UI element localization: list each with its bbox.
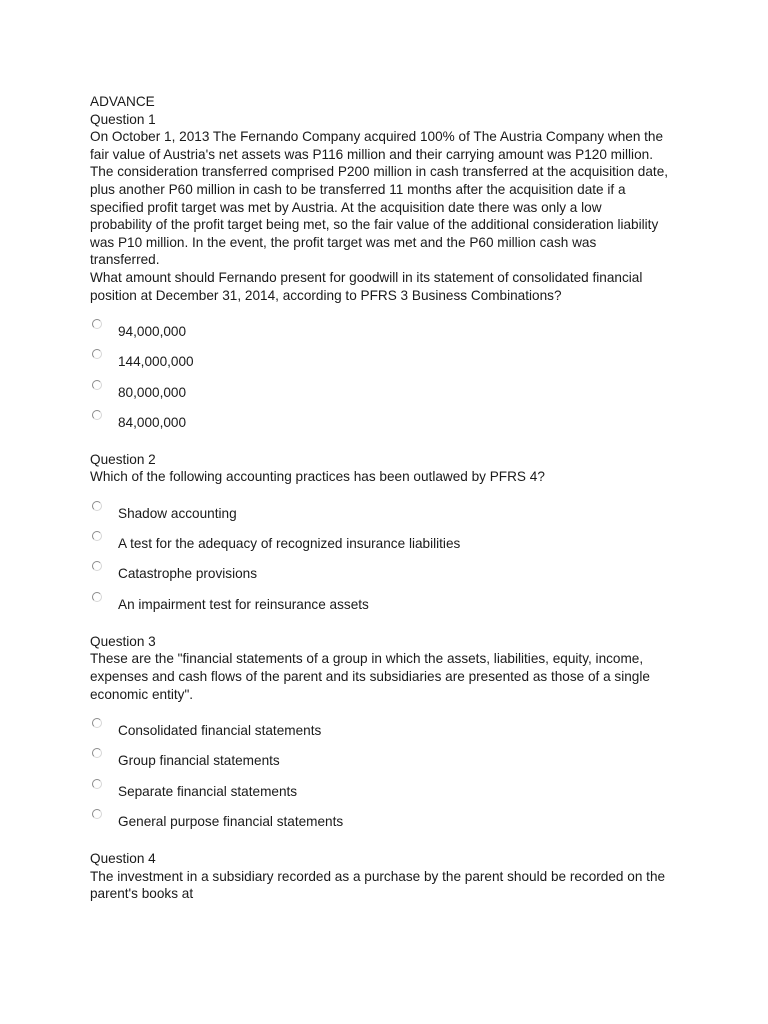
- answer-option[interactable]: [90, 709, 690, 739]
- question-text: Which of the following accounting practices has been outlawed by PFRS 4?: [90, 469, 545, 485]
- radio-button[interactable]: [92, 718, 102, 728]
- answer-option[interactable]: [90, 770, 690, 800]
- answer-options: [90, 492, 690, 613]
- question-title: Question 1: [90, 111, 156, 127]
- option-label: Catastrophe provisions: [118, 566, 258, 582]
- question-text: These are the "financial statements of a group in which the assets, liabilities, equity, income, expenses and cash flows of the parent and its subsidiaries are presented as those of a single economic entity".: [90, 651, 650, 702]
- question-title: Question 3: [90, 633, 156, 649]
- question-title: Question 2: [90, 451, 156, 467]
- question-title: Question 4: [90, 850, 156, 866]
- answer-options: [90, 310, 690, 431]
- question-3: [90, 633, 690, 830]
- option-label: A test for the adequacy of recognized insurance liabilities: [118, 536, 461, 552]
- option-label: Consolidated financial statements: [118, 723, 322, 739]
- question-1: [90, 111, 690, 431]
- radio-button[interactable]: [92, 561, 102, 571]
- radio-button[interactable]: [92, 748, 102, 758]
- radio-button[interactable]: [92, 349, 102, 359]
- radio-button[interactable]: [92, 779, 102, 789]
- document-heading: ADVANCE: [90, 94, 155, 109]
- answer-option[interactable]: [90, 310, 690, 340]
- radio-button[interactable]: [92, 809, 102, 819]
- answer-options: [90, 709, 690, 830]
- radio-button[interactable]: [92, 501, 102, 511]
- answer-option[interactable]: [90, 401, 690, 431]
- question-text: The investment in a subsidiary recorded as a purchase by the parent should be recorded on the parent's books at: [90, 868, 666, 902]
- radio-button[interactable]: [92, 592, 102, 602]
- answer-option[interactable]: [90, 739, 690, 769]
- option-label: 84,000,000: [118, 414, 187, 430]
- answer-option[interactable]: [90, 522, 690, 552]
- answer-option[interactable]: [90, 371, 690, 401]
- answer-option[interactable]: [90, 552, 690, 582]
- radio-button[interactable]: [92, 319, 102, 329]
- radio-button[interactable]: [92, 531, 102, 541]
- option-label: 94,000,000: [118, 324, 187, 340]
- option-label: Separate financial statements: [118, 783, 298, 799]
- option-label: Shadow accounting: [118, 506, 237, 522]
- option-label: 80,000,000: [118, 384, 187, 400]
- radio-button[interactable]: [92, 410, 102, 420]
- option-label: An impairment test for reinsurance assets: [118, 596, 369, 612]
- question-2: [90, 451, 690, 613]
- option-label: Group financial statements: [118, 753, 280, 769]
- question-text: On October 1, 2013 The Fernando Company acquired 100% of The Austria Company when the fair value of Austria's net assets was P116 million and their carrying amount was P120 million. The consideration transferred comprised P200 million in cash transferred at the acquisition date, plus another P60 million in cash to be transferred 11 months after the acquisition date if a specified profit target was met by Austria. At the acquisition date there was only a low probability of the profit target being met, so the fair value of the additional consideration liability was P10 million. In the event, the profit target was met and the P60 million cash was transferred. What amount should Fernando present for goodwill in its statement of consolidated financial position at December 31, 2014, according to PFRS 3 Business Combinations?: [90, 129, 669, 303]
- answer-option[interactable]: [90, 800, 690, 830]
- question-4: [90, 850, 690, 903]
- answer-option[interactable]: [90, 583, 690, 613]
- option-label: General purpose financial statements: [118, 813, 344, 829]
- document-page: [90, 93, 690, 903]
- answer-option[interactable]: [90, 492, 690, 522]
- option-label: 144,000,000: [118, 354, 194, 370]
- answer-option[interactable]: [90, 340, 690, 370]
- radio-button[interactable]: [92, 380, 102, 390]
